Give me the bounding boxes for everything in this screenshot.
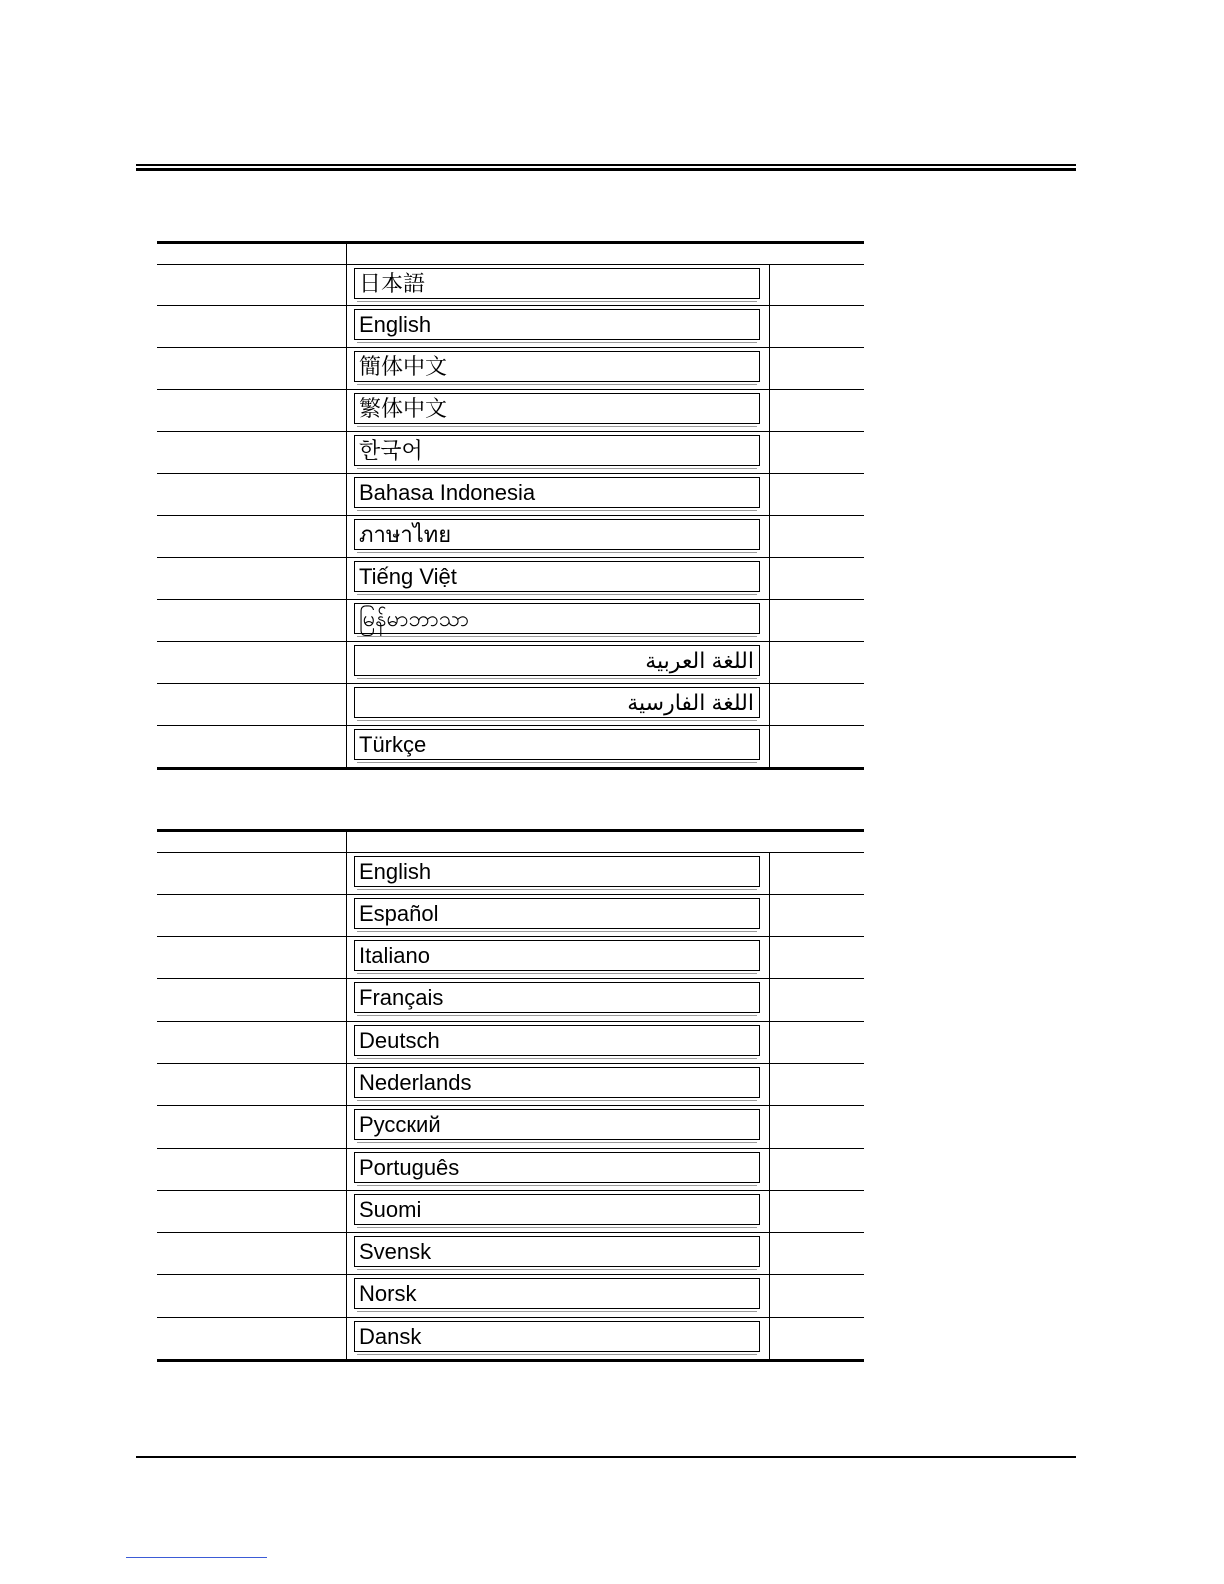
language-option[interactable] <box>354 1152 760 1183</box>
language-label: اللغة العربية <box>645 648 754 673</box>
table-row <box>157 1063 864 1105</box>
language-label: Русский <box>359 1112 441 1137</box>
language-option[interactable] <box>354 1321 760 1352</box>
language-label: Norsk <box>359 1281 417 1306</box>
language-label: 繁体中文 <box>359 396 448 421</box>
language-table-2 <box>157 829 864 1362</box>
language-label: Tiếng Việt <box>359 564 457 589</box>
language-table-1 <box>157 241 864 770</box>
table-row <box>157 1021 864 1063</box>
table-row <box>157 1105 864 1148</box>
table-row <box>157 978 864 1021</box>
language-label: English <box>359 859 432 884</box>
table-row <box>157 599 864 641</box>
table-row <box>157 264 864 305</box>
language-label: Español <box>359 901 439 926</box>
language-option[interactable] <box>354 393 760 424</box>
language-option[interactable] <box>354 477 760 508</box>
language-option[interactable] <box>354 1025 760 1056</box>
language-label: 한국어 <box>359 438 423 463</box>
table-row <box>157 894 864 936</box>
table-row <box>157 936 864 978</box>
table-bottom-rule <box>157 767 864 770</box>
language-label: 簡体中文 <box>359 354 448 379</box>
footer-rule <box>136 1456 1076 1458</box>
language-option[interactable] <box>354 940 760 971</box>
language-option[interactable] <box>354 645 760 676</box>
language-label: Suomi <box>359 1197 422 1222</box>
table-row <box>157 1274 864 1317</box>
table-row <box>157 641 864 683</box>
language-label: မြန်မာဘာသာ <box>359 606 469 631</box>
language-label: Dansk <box>359 1324 422 1349</box>
language-option[interactable] <box>354 898 760 929</box>
language-option[interactable] <box>354 268 760 299</box>
language-option[interactable] <box>354 351 760 382</box>
language-option[interactable] <box>354 1278 760 1309</box>
table-header <box>157 829 864 852</box>
language-label: Bahasa Indonesia <box>359 480 536 505</box>
table-row <box>157 1190 864 1232</box>
language-label: Deutsch <box>359 1028 440 1053</box>
language-label: اللغة الفارسية <box>627 690 754 715</box>
language-label: Svensk <box>359 1239 432 1264</box>
table-row <box>157 431 864 473</box>
language-option[interactable] <box>354 982 760 1013</box>
language-label: Français <box>359 985 444 1010</box>
table-row <box>157 305 864 347</box>
table-row <box>157 389 864 431</box>
language-label: Italiano <box>359 943 430 968</box>
language-option[interactable] <box>354 1067 760 1098</box>
language-option[interactable] <box>354 687 760 718</box>
table-row <box>157 515 864 557</box>
language-option[interactable] <box>354 435 760 466</box>
language-option[interactable] <box>354 729 760 760</box>
language-label: Português <box>359 1155 460 1180</box>
language-label: Nederlands <box>359 1070 472 1095</box>
table-row <box>157 347 864 389</box>
language-label: ภาษาไทย <box>359 522 452 547</box>
language-label: English <box>359 312 432 337</box>
language-option[interactable] <box>354 603 760 634</box>
table-row <box>157 1317 864 1359</box>
table-row <box>157 725 864 767</box>
language-option[interactable] <box>354 1194 760 1225</box>
header-rule-thin <box>136 164 1076 166</box>
footer-link-underline[interactable] <box>126 1557 267 1558</box>
language-option[interactable] <box>354 309 760 340</box>
language-label: 日本語 <box>359 271 426 296</box>
header-rule-thick <box>136 168 1076 171</box>
language-option[interactable] <box>354 561 760 592</box>
language-option[interactable] <box>354 1109 760 1140</box>
table-row <box>157 683 864 725</box>
table-header <box>157 241 864 264</box>
table-row <box>157 852 864 894</box>
language-label: Türkçe <box>359 732 427 757</box>
table-row <box>157 473 864 515</box>
table-row <box>157 1148 864 1190</box>
language-option[interactable] <box>354 856 760 887</box>
language-option[interactable] <box>354 519 760 550</box>
language-option[interactable] <box>354 1236 760 1267</box>
table-bottom-rule <box>157 1359 864 1362</box>
table-row <box>157 1232 864 1274</box>
table-row <box>157 557 864 599</box>
